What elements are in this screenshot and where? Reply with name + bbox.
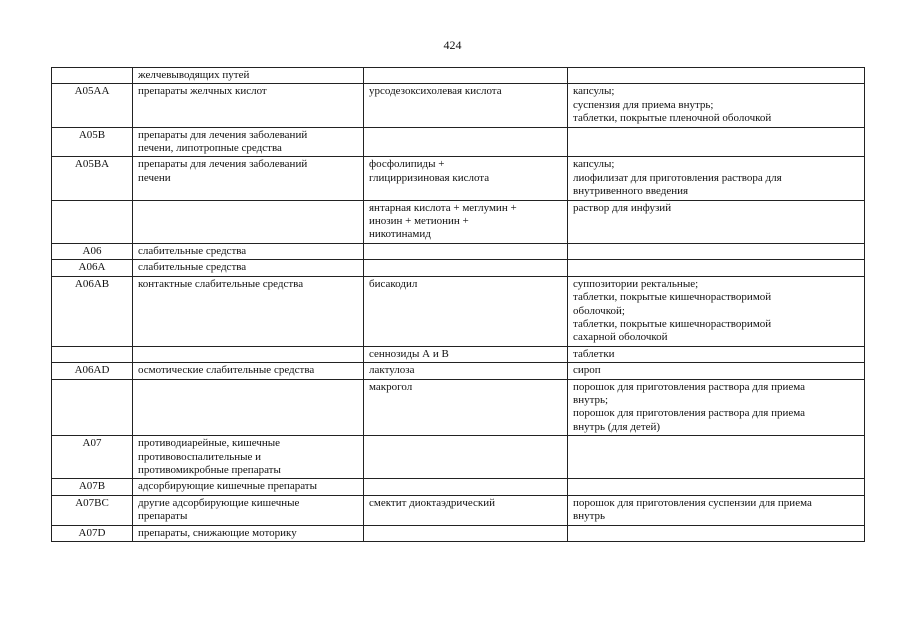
table-row — [52, 525, 865, 541]
table-row — [52, 363, 865, 379]
table-row — [52, 68, 865, 84]
page-number: 424 — [443, 38, 462, 52]
dosage-form-line: таблетки, покрытые кишечнорастворимой — [573, 317, 772, 330]
substance-cell — [364, 127, 568, 157]
dosage-form-line: оболочкой; — [573, 304, 625, 317]
dosage-form-cell — [568, 276, 865, 346]
atc-code-cell: A06A — [52, 260, 133, 276]
table-body — [52, 68, 865, 542]
substance-line: бисакодил — [369, 277, 418, 290]
substance-cell — [364, 276, 568, 346]
dosage-form-line: раствор для инфузий — [573, 201, 672, 214]
group-line: другие адсорбирующие кишечные — [138, 496, 300, 509]
substance-line: лактулоза — [369, 364, 415, 377]
group-cell — [133, 243, 364, 259]
substance-cell — [364, 84, 568, 127]
dosage-form-line: капсулы; — [573, 158, 615, 171]
dosage-form-line: сироп — [573, 364, 601, 377]
dosage-form-line: внутрь (для детей) — [573, 420, 661, 433]
dosage-form-line: капсулы; — [573, 85, 615, 98]
group-line: осмотические слабительные средства — [138, 364, 315, 377]
group-line: препараты для лечения заболеваний — [138, 158, 308, 171]
group-line: печени, липотропные средства — [138, 142, 282, 155]
dosage-form-cell — [568, 243, 865, 259]
substance-line: сеннозиды А и В — [369, 347, 449, 360]
dosage-form-line: порошок для приготовления раствора для приема — [573, 380, 806, 393]
group-line: желчевыводящих путей — [138, 69, 250, 81]
table-row — [52, 495, 865, 525]
group-line: противовоспалительные и — [138, 450, 262, 463]
group-cell — [133, 260, 364, 276]
table-row — [52, 479, 865, 495]
dosage-form-line: порошок для приготовления суспензии для приема — [573, 496, 812, 509]
substance-cell — [364, 495, 568, 525]
dosage-form-cell — [568, 84, 865, 127]
dosage-form-line: порошок для приготовления раствора для приема — [573, 407, 806, 420]
substance-line: янтарная кислота + меглумин + — [369, 201, 517, 214]
table-row — [52, 436, 865, 479]
drug-table — [51, 67, 865, 542]
substance-cell — [364, 260, 568, 276]
atc-code-cell: A05AA — [52, 84, 133, 127]
dosage-form-line: лиофилизат для приготовления раствора для — [573, 171, 782, 184]
dosage-form-cell — [568, 157, 865, 200]
atc-code-cell — [52, 346, 133, 362]
atc-code-cell: A06AB — [52, 276, 133, 346]
dosage-form-cell — [568, 436, 865, 479]
atc-code-cell: A07 — [52, 436, 133, 479]
dosage-form-line: таблетки — [573, 347, 615, 360]
dosage-form-line: внутрь — [573, 510, 606, 523]
table-row — [52, 379, 865, 436]
dosage-form-cell — [568, 127, 865, 157]
group-cell — [133, 200, 364, 243]
substance-cell — [364, 363, 568, 379]
group-cell — [133, 379, 364, 436]
substance-line: урсодезоксихолевая кислота — [369, 85, 502, 98]
substance-cell — [364, 200, 568, 243]
dosage-form-cell — [568, 525, 865, 541]
table-row — [52, 84, 865, 127]
group-line: препараты желчных кислот — [138, 85, 267, 98]
substance-cell — [364, 346, 568, 362]
atc-code-cell: A07B — [52, 479, 133, 495]
table-row — [52, 127, 865, 157]
group-cell — [133, 436, 364, 479]
group-cell — [133, 276, 364, 346]
atc-code-cell — [52, 68, 133, 84]
atc-code-cell: A05BA — [52, 157, 133, 200]
atc-code-cell: A06AD — [52, 363, 133, 379]
table-row — [52, 276, 865, 346]
dosage-form-line: внутрь; — [573, 393, 609, 406]
dosage-form-cell — [568, 200, 865, 243]
dosage-form-line: суппозитории ректальные; — [573, 277, 699, 290]
dosage-form-line: сахарной оболочкой — [573, 331, 668, 344]
group-line: препараты — [138, 510, 188, 523]
substance-cell — [364, 157, 568, 200]
dosage-form-cell — [568, 379, 865, 436]
group-line: слабительные средства — [138, 244, 247, 257]
group-cell — [133, 127, 364, 157]
atc-code-cell — [52, 379, 133, 436]
atc-code-cell: A06 — [52, 243, 133, 259]
dosage-form-cell — [568, 479, 865, 495]
dosage-form-cell — [568, 346, 865, 362]
dosage-form-line: таблетки, покрытые пленочной оболочкой — [573, 112, 772, 125]
group-cell — [133, 495, 364, 525]
atc-code-cell: A05B — [52, 127, 133, 157]
substance-cell — [364, 479, 568, 495]
dosage-form-cell — [568, 260, 865, 276]
atc-code-cell — [52, 200, 133, 243]
group-cell — [133, 84, 364, 127]
group-line: противомикробные препараты — [138, 463, 281, 476]
substance-line: фосфолипиды + — [369, 158, 445, 171]
dosage-form-cell — [568, 495, 865, 525]
substance-line: инозин + метионин + — [369, 215, 469, 228]
substance-line: макрогол — [369, 380, 413, 393]
group-line: противодиарейные, кишечные — [138, 437, 281, 450]
table-row — [52, 200, 865, 243]
substance-line: глицирризиновая кислота — [369, 171, 490, 184]
dosage-form-line: суспензия для приема внутрь; — [573, 98, 714, 111]
substance-cell — [364, 436, 568, 479]
substance-cell — [364, 243, 568, 259]
group-cell — [133, 525, 364, 541]
group-line: печени — [138, 171, 171, 184]
substance-line: никотинамид — [369, 228, 431, 241]
group-line: препараты для лечения заболеваний — [138, 128, 308, 141]
group-cell — [133, 157, 364, 200]
substance-cell — [364, 68, 568, 84]
group-line: слабительные средства — [138, 261, 247, 274]
group-line: контактные слабительные средства — [138, 277, 304, 290]
group-cell — [133, 479, 364, 495]
atc-code-cell: A07D — [52, 525, 133, 541]
dosage-form-cell — [568, 68, 865, 84]
dosage-form-cell — [568, 363, 865, 379]
group-line: адсорбирующие кишечные препараты — [138, 480, 317, 493]
table-row — [52, 157, 865, 200]
table-row — [52, 346, 865, 362]
group-line: препараты, снижающие моторику — [138, 526, 297, 539]
atc-code-cell: A07BC — [52, 495, 133, 525]
dosage-form-line: внутривенного введения — [573, 185, 689, 198]
table-row — [52, 243, 865, 259]
dosage-form-line: таблетки, покрытые кишечнорастворимой — [573, 291, 772, 304]
table-row — [52, 260, 865, 276]
group-cell — [133, 68, 364, 84]
substance-line: смектит диоктаэдрический — [369, 496, 496, 509]
group-cell — [133, 346, 364, 362]
substance-cell — [364, 525, 568, 541]
group-cell — [133, 363, 364, 379]
substance-cell — [364, 379, 568, 436]
